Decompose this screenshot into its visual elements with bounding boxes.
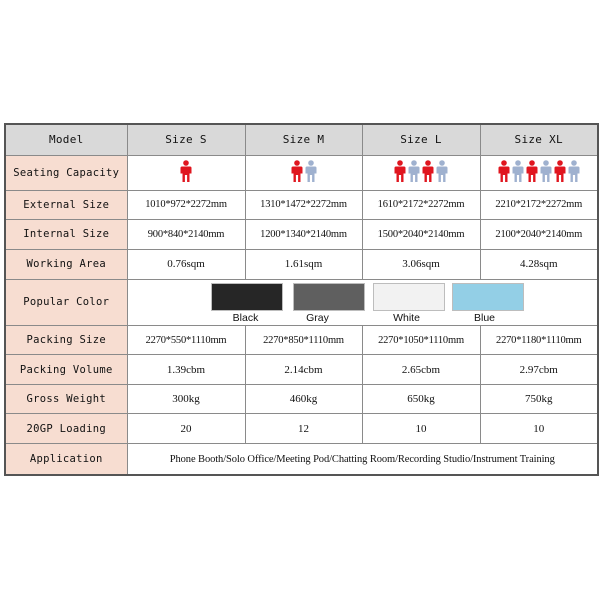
table-cell: 10: [480, 414, 598, 444]
application-row: [5, 444, 598, 475]
table-cell: 10: [362, 414, 480, 444]
table-cell: 2100*2040*2140mm: [480, 219, 598, 249]
seating-cell-s: [127, 155, 245, 190]
table-cell: 4.28sqm: [480, 249, 598, 279]
people-group: [180, 160, 192, 182]
table-cell: 900*840*2140mm: [127, 219, 245, 249]
popular-color-row: [5, 279, 598, 325]
table-cell: 460kg: [245, 385, 362, 414]
table-cell: 1610*2172*2272mm: [362, 190, 480, 219]
row-label: Gross Weight: [5, 385, 127, 414]
table-cell: 1.61sqm: [245, 249, 362, 279]
table-cell: 3.06sqm: [362, 249, 480, 279]
table-cell: 2.65cbm: [362, 355, 480, 385]
row-label: 20GP Loading: [5, 414, 127, 444]
person-icon: [540, 160, 552, 182]
person-icon: [305, 160, 317, 182]
seating-cell-xl: [480, 155, 598, 190]
table-cell: 750kg: [480, 385, 598, 414]
color-swatch: [452, 283, 524, 311]
table-cell: 20: [127, 414, 245, 444]
header-model: Model: [5, 124, 127, 155]
person-icon: [512, 160, 524, 182]
color-swatches: [128, 281, 598, 323]
header-size-xl: Size XL: [480, 124, 598, 155]
swatch-label: Gray: [306, 312, 329, 325]
row-label: Working Area: [5, 249, 127, 279]
table-cell: 1310*1472*2272mm: [245, 190, 362, 219]
table-cell: 2270*1180*1110mm: [480, 326, 598, 355]
header-size-m: Size M: [245, 124, 362, 155]
header-size-l: Size L: [362, 124, 480, 155]
person-icon: [408, 160, 420, 182]
header-size-s: Size S: [127, 124, 245, 155]
table-row: [5, 219, 598, 249]
row-label: Popular Color: [5, 279, 127, 325]
table-row: [5, 326, 598, 355]
table-cell: 2270*850*1110mm: [245, 326, 362, 355]
swatch-label: Black: [232, 312, 259, 325]
person-icon: [554, 160, 566, 182]
application-value: Phone Booth/Solo Office/Meeting Pod/Chatting Room/Recording Studio/Instrument Training: [127, 444, 598, 475]
color-swatch: [373, 283, 445, 311]
people-group: [394, 160, 448, 182]
person-icon: [568, 160, 580, 182]
swatch-label: White: [393, 312, 420, 325]
seating-cell-l: [362, 155, 480, 190]
table-cell: 12: [245, 414, 362, 444]
spec-table: [4, 123, 599, 476]
person-icon: [498, 160, 510, 182]
row-label: Seating Capacity: [5, 155, 127, 190]
table-cell: 1500*2040*2140mm: [362, 219, 480, 249]
table-row: [5, 414, 598, 444]
row-label: Application: [5, 444, 127, 475]
table-cell: 2270*550*1110mm: [127, 326, 245, 355]
person-icon: [394, 160, 406, 182]
table-cell: 1200*1340*2140mm: [245, 219, 362, 249]
table-cell: 0.76sqm: [127, 249, 245, 279]
table-cell: 2.97cbm: [480, 355, 598, 385]
header-row: [5, 124, 598, 155]
table-cell: 2.14cbm: [245, 355, 362, 385]
table-row: [5, 190, 598, 219]
table-row: [5, 355, 598, 385]
table-cell: 300kg: [127, 385, 245, 414]
row-label: Internal Size: [5, 219, 127, 249]
people-group: [498, 160, 580, 182]
table-cell: 1.39cbm: [127, 355, 245, 385]
person-icon: [526, 160, 538, 182]
person-icon: [180, 160, 192, 182]
seating-row: [5, 155, 598, 190]
person-icon: [291, 160, 303, 182]
table-row: [5, 249, 598, 279]
table-row: [5, 385, 598, 414]
person-icon: [422, 160, 434, 182]
color-swatch: [211, 283, 283, 311]
row-label: Packing Size: [5, 326, 127, 355]
row-label: Packing Volume: [5, 355, 127, 385]
table-cell: 2210*2172*2272mm: [480, 190, 598, 219]
row-label: External Size: [5, 190, 127, 219]
people-group: [291, 160, 317, 182]
person-icon: [436, 160, 448, 182]
swatch-label: Blue: [473, 312, 495, 325]
seating-cell-m: [245, 155, 362, 190]
table-cell: 2270*1050*1110mm: [362, 326, 480, 355]
table-cell: 650kg: [362, 385, 480, 414]
table-cell: 1010*972*2272mm: [127, 190, 245, 219]
swatch-cell: [127, 279, 598, 325]
color-swatch: [293, 283, 365, 311]
